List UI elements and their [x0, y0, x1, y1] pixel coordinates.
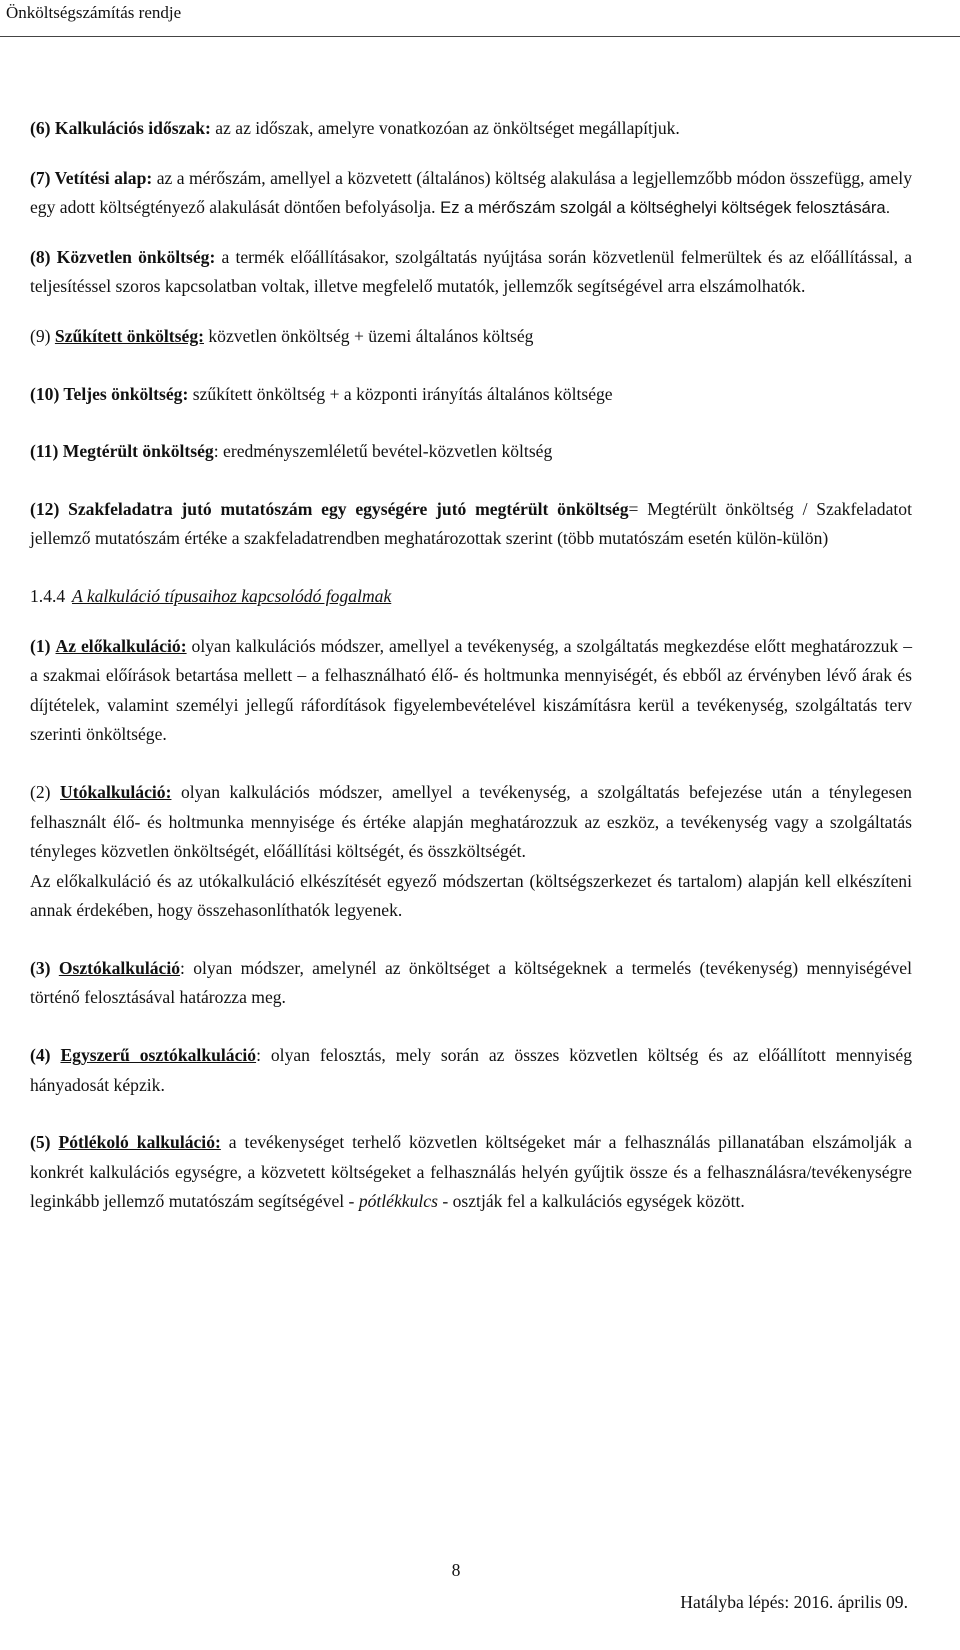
calc-type-text-end: - osztják fel a kalkulációs egységek között.: [437, 1191, 745, 1212]
calc-type-term: Pótlékoló kalkuláció:: [58, 1132, 221, 1153]
calc-type-1: [30, 632, 912, 750]
definition-9: [30, 322, 912, 352]
definition-term: (7) Vetítési alap:: [30, 167, 153, 188]
calc-type-text: olyan kalkulációs módszer, amellyel a tevékenység, a szolgáltatás befejezése után a ténylegesen felhasznált élő- és holtmunka mennyisége és értéke alapján meghatározzuk az eszköz, a tevékenység vagy a szolgáltatás tényleges közvetlen önköltségét, előállítási költségét, és összköltségét.: [30, 781, 912, 862]
definition-text: az az időszak, amelyre vonatkozóan az önköltséget megállapítjuk.: [210, 118, 680, 138]
definition-6: [30, 114, 912, 144]
definition-7: [30, 164, 912, 223]
calc-type-4: [30, 1041, 912, 1100]
calc-type-5: [30, 1128, 912, 1217]
calc-type-2: [30, 778, 912, 867]
definition-8: [30, 243, 912, 302]
calc-type-term: Egyszerű osztókalkuláció: [60, 1045, 257, 1066]
page-number: 8: [451, 1560, 461, 1580]
definition-term: (6) Kalkulációs időszak:: [30, 118, 211, 138]
calc-type-number: (3): [30, 957, 51, 978]
definition-text: közvetlen önköltség + üzemi általános költség: [203, 325, 534, 346]
calc-type-number: (4): [30, 1045, 51, 1066]
calc-type-number: (2): [30, 781, 51, 802]
calc-type-text: olyan kalkulációs módszer, amellyel a tevékenység, a szolgáltatás megkezdése előtt meghatározzuk – a szakmai előírások betartása mellett – a felhasználható élő- és holtmunka mennyiségét, és ebből az érvényben lévő árak és díjtételek, valamint személyi jellegű ráfordítások figyelembevételével kiszámításra kerül a tevékenység, szolgáltatás terv szerinti önköltsége.: [30, 635, 913, 745]
definition-term: Szűkített önköltség:: [54, 325, 204, 346]
section-number: 1.4.4: [30, 585, 66, 606]
definition-extra: Ez a mérőszám szolgál a költséghelyi költségek felosztására.: [435, 198, 891, 218]
header-rule: [0, 36, 960, 37]
running-header: Önköltségszámítás rendje: [6, 3, 182, 22]
calc-type-italic: pótlékkulcs: [358, 1191, 438, 1212]
calc-type-text: : olyan módszer, amelynél az önköltséget a költségeknek a termelés (tevékenység) mennyiségével történő felosztásával határozza meg.: [30, 957, 912, 1008]
section-title: A kalkuláció típusaihoz kapcsolódó fogalmak: [72, 585, 392, 606]
definition-text: az a mérőszám, amellyel a közvetett (általános) költség alakulása a legjellemzőbb módon összefügg, amely egy adott költségtényező alakulását döntően befolyásolja.: [30, 167, 912, 218]
calc-type-number: (5): [30, 1132, 51, 1153]
calc-type-term: Az előkalkuláció:: [55, 635, 187, 656]
definition-number: (9): [30, 325, 51, 346]
definition-term: (12) Szakfeladatra jutó mutatószám egy egységére jutó megtérült önköltség: [30, 498, 629, 519]
effective-date: Hatályba lépés: 2016. április 09.: [680, 1592, 908, 1612]
calc-type-term: Utókalkuláció:: [60, 781, 172, 802]
definition-text: = Megtérült önköltség / Szakfeladatot jellemző mutatószám értéke a szakfeladatrendben meghatározottak szerint (több mutatószám esetén külön-külön): [30, 498, 912, 549]
definition-10: [30, 380, 912, 410]
definition-11: [30, 437, 912, 467]
calc-type-2-note: Az előkalkuláció és az utókalkuláció elkészítését egyező módszertan (költségszerkezet és tartalom) alapján kell elkészíteni annak érdekében, hogy összehasonlíthatók legyenek.: [30, 870, 912, 921]
page-content: [30, 114, 912, 1217]
definition-text: a termék előállításakor, szolgáltatás nyújtása során közvetlenül felmerültek és az előállítással, a teljesítéssel szoros kapcsolatban voltak, illetve megfelelő mutatók, jellemzők segítségével arra elszámolhatók.: [30, 246, 913, 297]
definition-term: (10) Teljes önköltség:: [30, 383, 189, 404]
definition-text: : eredményszemléletű bevétel-közvetlen költség: [213, 441, 553, 462]
calc-type-3: [30, 954, 912, 1013]
section-heading: [30, 582, 912, 612]
calc-type-text: a tevékenységet terhelő közvetlen költségeket már a felhasználás pillanatában elszámolják a konkrét kalkulációs egységre, a közvetett költségeket a felhasználás helyén gyűjtik össze és a felhasználásra/tevékenységre leginkább jellemző mutatószám segítségével -: [30, 1132, 912, 1212]
calc-type-text: : olyan felosztás, mely során az összes közvetlen költség és az előállított mennyiség hányadosát képzik.: [30, 1045, 912, 1095]
definition-12: [30, 495, 912, 554]
calc-type-number: (1): [30, 635, 51, 656]
calc-type-term: Osztókalkuláció: [58, 957, 181, 978]
definition-term: (11) Megtérült önköltség: [30, 441, 214, 462]
definition-text: szűkített önköltség + a központi irányítás általános költsége: [188, 383, 613, 404]
definition-term: (8) Közvetlen önköltség:: [30, 246, 216, 267]
